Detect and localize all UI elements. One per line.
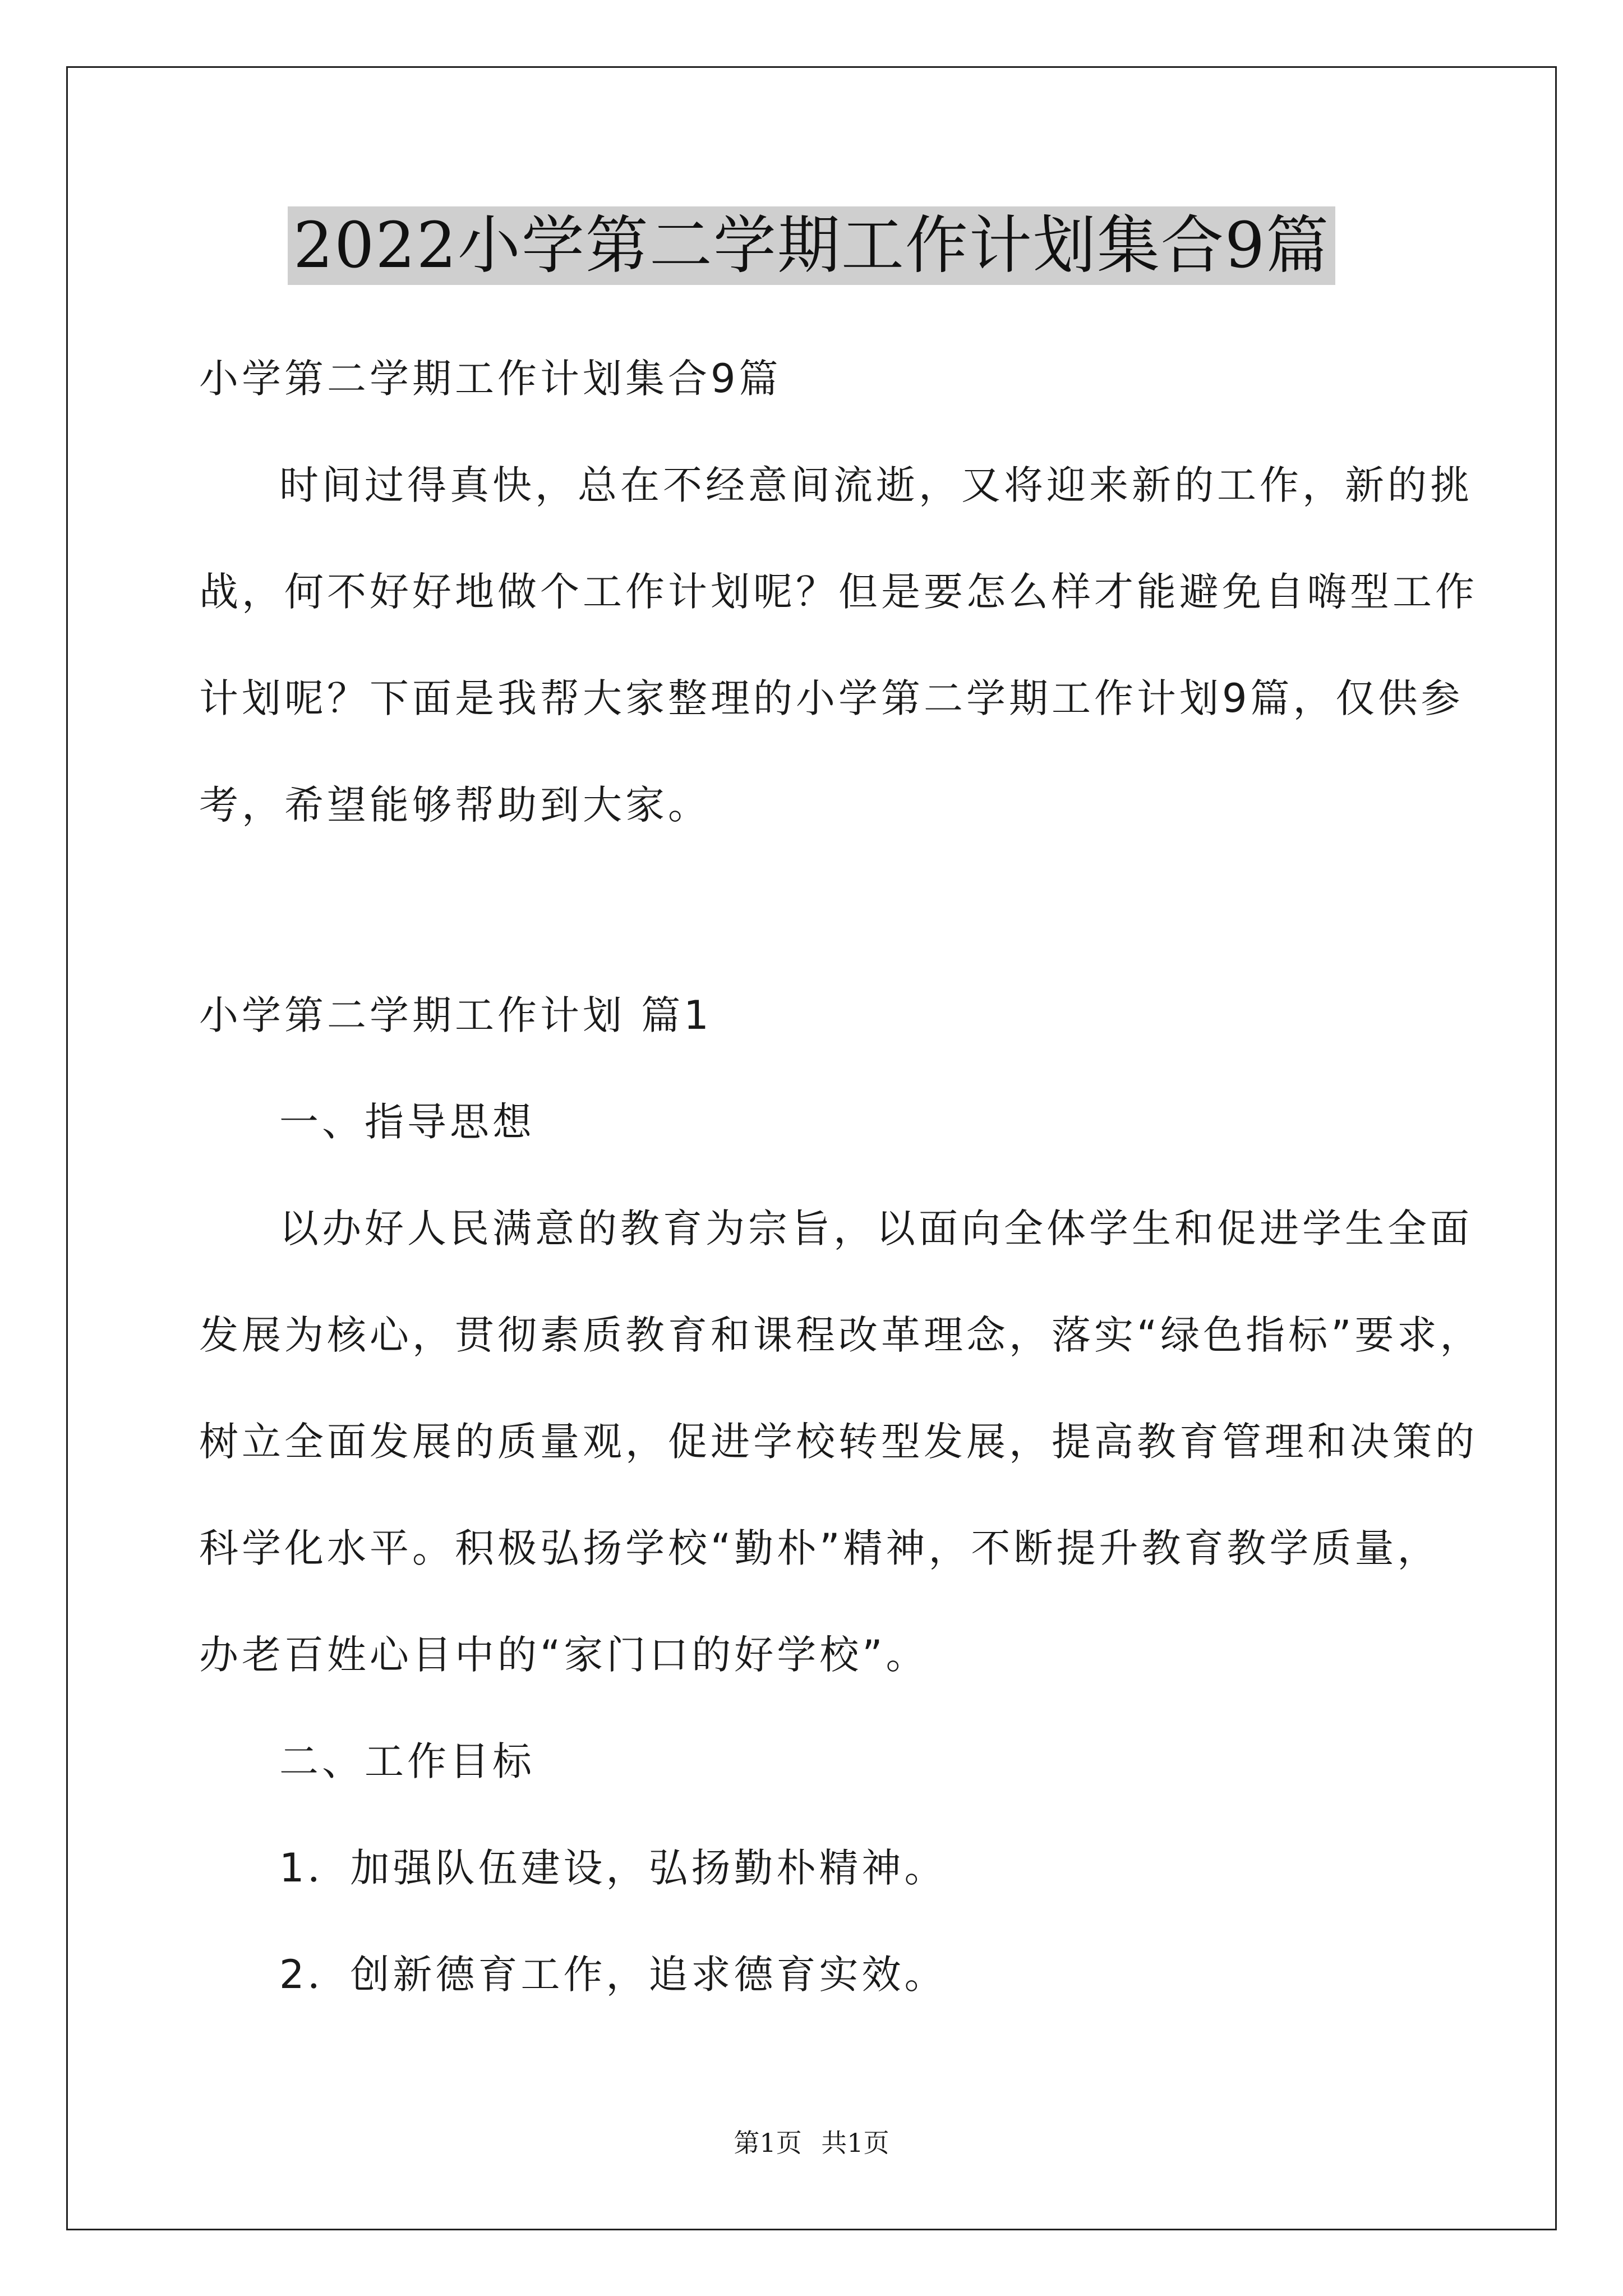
intro-line: 战，何不好好地做个工作计划呢？但是要怎么样才能避免自嗨型工作	[199, 569, 1478, 615]
guiding-line: 以办好人民满意的教育为宗旨，以面向全体学生和促进学生全面	[279, 1205, 1473, 1251]
goal-item: 1．加强队伍建设，弘扬勤朴精神。	[279, 1845, 947, 1891]
intro-line: 考，希望能够帮助到大家。	[199, 782, 711, 828]
intro-line: 时间过得真快，总在不经意间流逝，又将迎来新的工作，新的挑	[279, 462, 1473, 508]
heading-work-goals: 二、工作目标	[279, 1738, 535, 1784]
document-title: 2022小学第二学期工作计划集合9篇	[288, 206, 1335, 285]
guiding-line: 发展为核心，贯彻素质教育和课程改革理念，落实“绿色指标”要求，	[199, 1312, 1483, 1358]
guiding-line: 办老百姓心目中的“家门口的好学校”。	[199, 1632, 929, 1678]
title-container	[0, 206, 1623, 285]
page-footer: 第1页 共1页	[734, 2128, 889, 2158]
section-heading: 小学第二学期工作计划 篇1	[199, 992, 712, 1038]
subtitle: 小学第二学期工作计划集合9篇	[199, 356, 782, 402]
goal-item: 2．创新德育工作，追求德育实效。	[279, 1952, 947, 1998]
guiding-line: 树立全面发展的质量观，促进学校转型发展，提高教育管理和决策的	[199, 1419, 1478, 1465]
heading-guiding-ideology: 一、指导思想	[279, 1099, 535, 1145]
intro-line: 计划呢？下面是我帮大家整理的小学第二学期工作计划9篇，仅供参	[199, 675, 1464, 721]
guiding-line: 科学化水平。积极弘扬学校“勤朴”精神，不断提升教育教学质量，	[199, 1525, 1440, 1571]
